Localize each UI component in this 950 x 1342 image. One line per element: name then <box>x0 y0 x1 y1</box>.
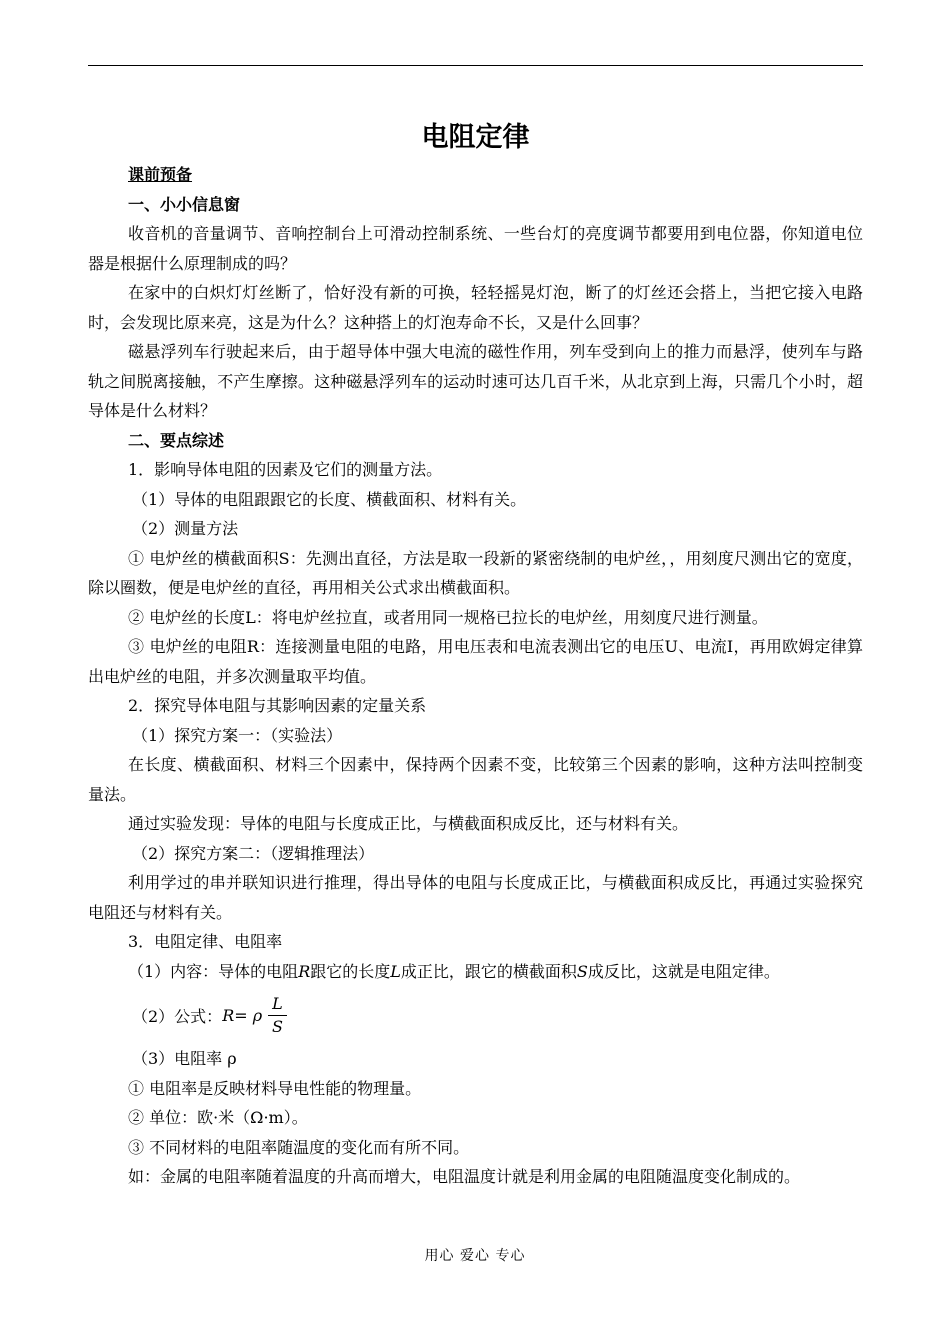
example-text: 如：金属的电阻率随着温度的升高而增大，电阻温度计就是利用金属的电阻随温度变化制成的。 <box>128 1167 801 1186</box>
item-1-1: （1）导体的电阻跟跟它的长度、横截面积、材料有关。 <box>132 489 527 509</box>
resistivity-3: ③ 不同材料的电阻率随温度的变化而有所不同。 <box>128 1137 470 1157</box>
plan-two-text: 利用学过的串并联知识进行推理，得出导体的电阻与长度成正比，与横截面积成反比，再通过实验探究电阻还与材料有关。 <box>88 873 863 922</box>
item-2: 2．探究导体电阻与其影响因素的定量关系 <box>128 696 427 715</box>
document-body <box>88 100 863 1192</box>
formula-denominator: S <box>271 1016 283 1036</box>
plan-two <box>88 868 863 927</box>
item-2-1: （1）探究方案一：（实验法） <box>132 725 343 745</box>
method-area: ① 电炉丝的横截面积S：先测出直径，方法是取一段新的紧密绕制的电炉丝，，用刻度尺测出它的宽度，除以圈数，便是电炉丝的直径，再用相关公式求出横截面积。 <box>88 548 863 597</box>
measurement-methods <box>88 544 863 692</box>
header-rule <box>88 65 863 66</box>
section2-title: 二、要点综述 <box>128 430 225 450</box>
method-resistance: ③ 电炉丝的电阻R：连接测量电阻的电路，用电压表和电流表测出它的电压U、电流I，再用欧姆定律算出电炉丝的电阻，并多次测量取平均值。 <box>88 637 863 686</box>
symbol-R: R <box>298 961 311 981</box>
formula-numerator: L <box>268 993 287 1016</box>
plan-one-result: 通过实验发现：导体的电阻与长度成正比，与横截面积成反比，还与材料有关。 <box>128 814 689 833</box>
item-3-3: （3）电阻率 ρ <box>132 1049 237 1068</box>
symbol-S: S <box>576 961 588 981</box>
resistivity-2: ② 单位：欧·米（Ω·m）。 <box>128 1108 308 1127</box>
law-content-b: 跟它的长度 <box>310 961 391 981</box>
paragraph-filament: 在家中的白炽灯灯丝断了，恰好没有新的可换，轻轻摇晃灯泡，断了的灯丝还会搭上，当把它接入电路时，会发现比原来亮，这是为什么？这种搭上的灯泡寿命不长，又是什么回事？ <box>88 283 863 332</box>
law-content-c: 成正比，跟它的横截面积 <box>400 961 577 981</box>
plan-one <box>88 750 863 839</box>
item-3: 3．电阻定律、电阻率 <box>128 932 283 951</box>
formula-fraction <box>268 993 287 1038</box>
section1-paragraphs <box>88 219 863 426</box>
method-length: ② 电炉丝的长度L：将电炉丝拉直，或者用同一规格已拉长的电炉丝，用刻度尺进行测量。 <box>128 607 768 627</box>
law-content-d: 成反比，这就是电阻定律。 <box>587 961 780 981</box>
item-2-2: （2）探究方案二：（逻辑推理法） <box>132 843 375 863</box>
page-footer: 用心 爱心 专心 <box>424 1248 526 1264</box>
paragraph-potentiometer: 收音机的音量调节、音响控制台上可滑动控制系统、一些台灯的亮度调节都要用到电位器，你知道电位器是根据什么原理制成的吗？ <box>88 224 863 273</box>
item-1-2: （2）测量方法 <box>132 519 239 538</box>
formula-lhs: R= ρ <box>222 1005 263 1025</box>
formula-label: （2）公式： <box>132 1006 223 1026</box>
section1-title: 一、小小信息窗 <box>128 194 241 214</box>
formula-line <box>88 986 863 1044</box>
item-1: 1．影响导体电阻的因素及它们的测量方法。 <box>128 460 443 479</box>
law-content-a: （1）内容：导体的电阻 <box>128 961 299 981</box>
plan-one-text: 在长度、横截面积、材料三个因素中，保持两个因素不变，比较第三个因素的影响，这种方法叫控制变量法。 <box>88 755 863 804</box>
page-title: 电阻定律 <box>421 122 530 153</box>
example-block <box>88 1162 863 1192</box>
resistivity-1: ① 电阻率是反映材料导电性能的物理量。 <box>128 1078 422 1098</box>
item-3-1 <box>88 957 863 987</box>
heading-prep: 课前预备 <box>128 165 193 184</box>
symbol-L: L <box>390 961 401 981</box>
paragraph-maglev: 磁悬浮列车行驶起来后，由于超导体中强大电流的磁性作用，列车受到向上的推力而悬浮，使列车与路轨之间脱离接触，不产生摩擦。这种磁悬浮列车的运动时速可达几百千米，从北京到上海，只需几个小时，超导体是什么材料？ <box>88 342 863 420</box>
